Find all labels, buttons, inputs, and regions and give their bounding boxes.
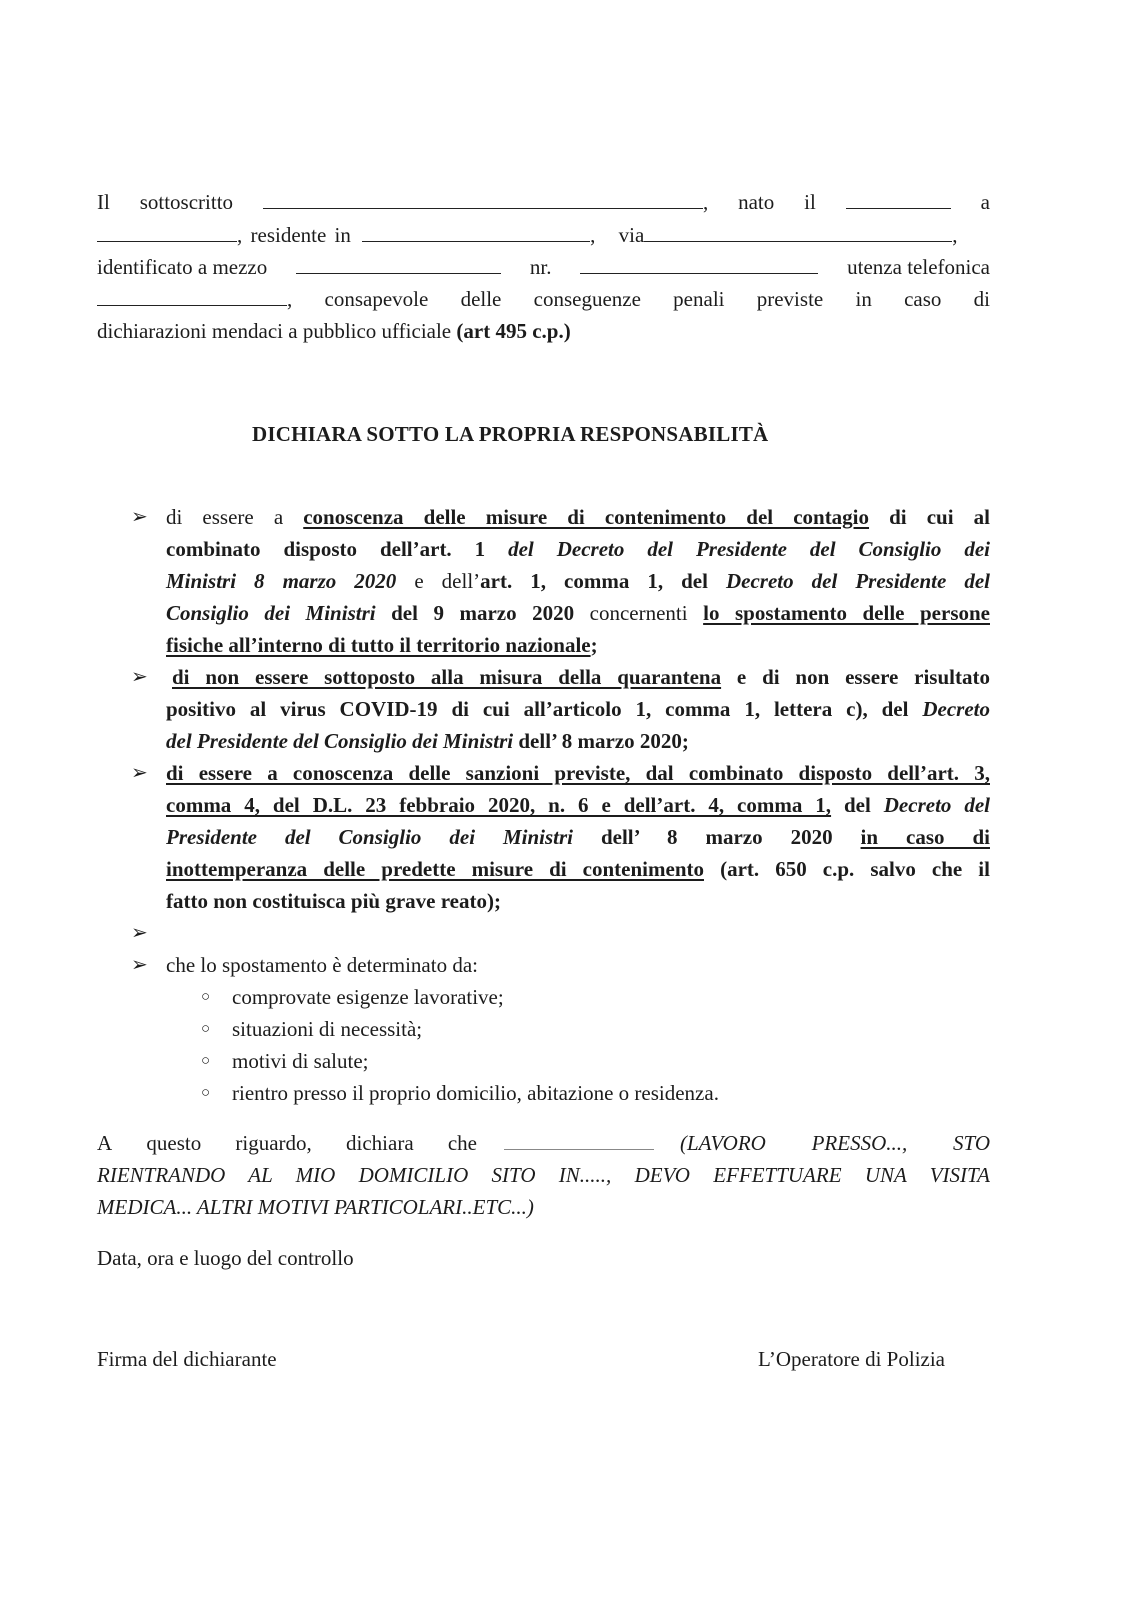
arrow-bullet-icon: ➢ (131, 666, 148, 688)
circle-bullet-icon: ○ (201, 1053, 211, 1069)
decl-1-l4-text: concernenti (574, 601, 704, 625)
signature-officer-label: L’Operatore di Polizia (758, 1347, 946, 1371)
decl-1-text: di essere a (166, 505, 304, 529)
decl-3-l2-underlined: comma 4, del D.L. 23 febbraio 2020, n. 6 e dell’art. 4, comma 1, (166, 793, 832, 817)
decl-1-line-5 (166, 632, 598, 658)
decl-3-line-2 (166, 792, 990, 818)
decl-3-l3-italic: Presidente del Consiglio dei Ministri (166, 825, 574, 849)
intro-identificato: identificato a mezzo (97, 255, 268, 279)
circle-bullet-icon: ○ (201, 989, 211, 1005)
intro-utenza: utenza telefonica (847, 255, 990, 279)
id-number-field[interactable] (580, 257, 818, 274)
intro-il2: il (804, 190, 816, 214)
decl-4-empty[interactable] (166, 920, 990, 946)
decl-1-l4-italic: Consiglio dei Ministri (166, 601, 376, 625)
decl-2-line-2 (166, 696, 990, 722)
decl-1-text-b: di cui al (869, 505, 990, 529)
decl-1-l4-bold: del 9 marzo 2020 (375, 601, 575, 625)
decl-3-line-3 (166, 824, 990, 850)
decl-1-l3-italic: Ministri 8 marzo 2020 (166, 569, 397, 593)
page-heading: DICHIARA SOTTO LA PROPRIA RESPONSABILITÀ (252, 422, 769, 446)
decl-1-l3-italic2: Decreto del Presidente del (725, 569, 990, 593)
phone-field[interactable] (97, 289, 287, 306)
residence-street-field[interactable] (644, 225, 952, 242)
signature-declarant-label: Firma del dichiarante (97, 1347, 277, 1371)
intro-residente: , residente in (237, 223, 351, 247)
intro-dichiarazioni: dichiarazioni mendaci a pubblico ufficiale (97, 319, 457, 343)
arrow-bullet-icon: ➢ (131, 954, 148, 976)
decl-1-line-1 (166, 504, 990, 530)
decl-1-l3-text: e dell’ (396, 569, 481, 593)
reason-field[interactable] (504, 1133, 654, 1150)
statement-text: A questo riguardo, dichiara che (97, 1131, 477, 1155)
intro-article: (art 495 c.p.) (456, 319, 571, 343)
statement-line-3: MEDICA... ALTRI MOTIVI PARTICOLARI..ETC...) (97, 1195, 534, 1219)
intro-il: Il (97, 190, 110, 214)
decl-2-underlined: di non essere sottoposto alla misura della quarantena (172, 665, 722, 689)
intro-comma: , (952, 223, 958, 247)
arrow-bullet-icon: ➢ (131, 922, 148, 944)
decl-1-l2-italic: del Decreto del Presidente del Consiglio dei (508, 537, 990, 561)
decl-3-l2-text: del (831, 793, 884, 817)
decl-5-text: che lo spostamento è determinato da: (166, 953, 478, 977)
decl-2-l2-italic: Decreto (922, 697, 990, 721)
statement-italic: (LAVORO PRESSO..., STO (680, 1131, 990, 1155)
circle-bullet-icon: ○ (201, 1085, 211, 1101)
residence-city-field[interactable] (362, 225, 590, 242)
birth-place-field[interactable] (97, 225, 237, 242)
arrow-bullet-icon: ➢ (131, 506, 148, 528)
decl-1-l5-end: ; (590, 633, 598, 657)
intro-line-4 (97, 286, 990, 312)
intro-line-1 (97, 189, 990, 215)
decl-2-line-1 (172, 664, 990, 690)
intro-sottoscritto: sottoscritto (139, 190, 234, 214)
decl-1-l5-underlined: fisiche all’interno di tutto il territorio nazionale (166, 633, 591, 657)
decl-2-l3-italic: del Presidente del Consiglio dei Ministri (166, 729, 514, 753)
decl-1-l3-bold: art. 1, comma 1, del (480, 569, 726, 593)
decl-1-line-4 (166, 600, 990, 626)
statement-line-1 (97, 1130, 990, 1156)
reason-item[interactable]: situazioni di necessità; (232, 1017, 423, 1041)
birth-date-field[interactable] (846, 192, 951, 209)
decl-2-l3-text: dell’ 8 marzo 2020; (513, 729, 689, 753)
decl-1-line-2 (166, 536, 990, 562)
intro-line-5 (97, 318, 571, 344)
intro-nr: nr. (529, 255, 552, 279)
reason-item[interactable]: rientro presso il proprio domicilio, abitazione o residenza. (232, 1081, 719, 1105)
decl-1-underlined: conoscenza delle misure di contenimento del contagio (303, 505, 870, 529)
decl-3-line-5 (166, 888, 501, 914)
decl-2-l2-text: positivo al virus COVID-19 di cui all’articolo 1, comma 1, lettera c), del (166, 697, 923, 721)
intro-nato: nato (738, 190, 775, 214)
decl-3-l3-underlined: in caso di (860, 825, 990, 849)
decl-1-line-3 (166, 568, 990, 594)
decl-3-l4-underlined: inottemperanza delle predette misure di contenimento (166, 857, 704, 881)
decl-2-line-3 (166, 728, 689, 754)
decl-3-l2-italic: Decreto del (883, 793, 990, 817)
intro-a: a (980, 190, 990, 214)
reason-item[interactable]: comprovate esigenze lavorative; (232, 985, 504, 1009)
decl-3-l4-text: (art. 650 c.p. salvo che il (704, 857, 990, 881)
id-document-field[interactable] (296, 257, 501, 274)
decl-3-l3-text: dell’ 8 marzo 2020 (573, 825, 861, 849)
intro-line-3 (97, 254, 990, 280)
decl-2-text: e di non essere risultato (721, 665, 990, 689)
decl-3-underlined: di essere a conoscenza delle sanzioni previste, dal combinato disposto dell’art. 3, (166, 761, 990, 785)
intro-line-2 (97, 222, 990, 248)
reason-item[interactable]: motivi di salute; (232, 1049, 369, 1073)
decl-3-l5-text: fatto non costituisca più grave reato); (166, 889, 501, 913)
intro-consapevole: , consapevole delle conseguenze penali previste in caso di (287, 287, 990, 311)
name-field[interactable]: , (263, 189, 708, 215)
decl-3-line-4 (166, 856, 990, 882)
decl-3-line-1 (166, 760, 990, 786)
decl-1-l4-underlined: lo spostamento delle persone (703, 601, 990, 625)
statement-line-2: RIENTRANDO AL MIO DOMICILIO SITO IN....., DEVO EFFETTUARE UNA VISITA (97, 1163, 990, 1187)
date-place-label: Data, ora e luogo del controllo (97, 1246, 354, 1270)
circle-bullet-icon: ○ (201, 1021, 211, 1037)
decl-1-l2-text: combinato disposto dell’art. 1 (166, 537, 509, 561)
arrow-bullet-icon: ➢ (131, 762, 148, 784)
intro-via: , via (590, 223, 645, 247)
